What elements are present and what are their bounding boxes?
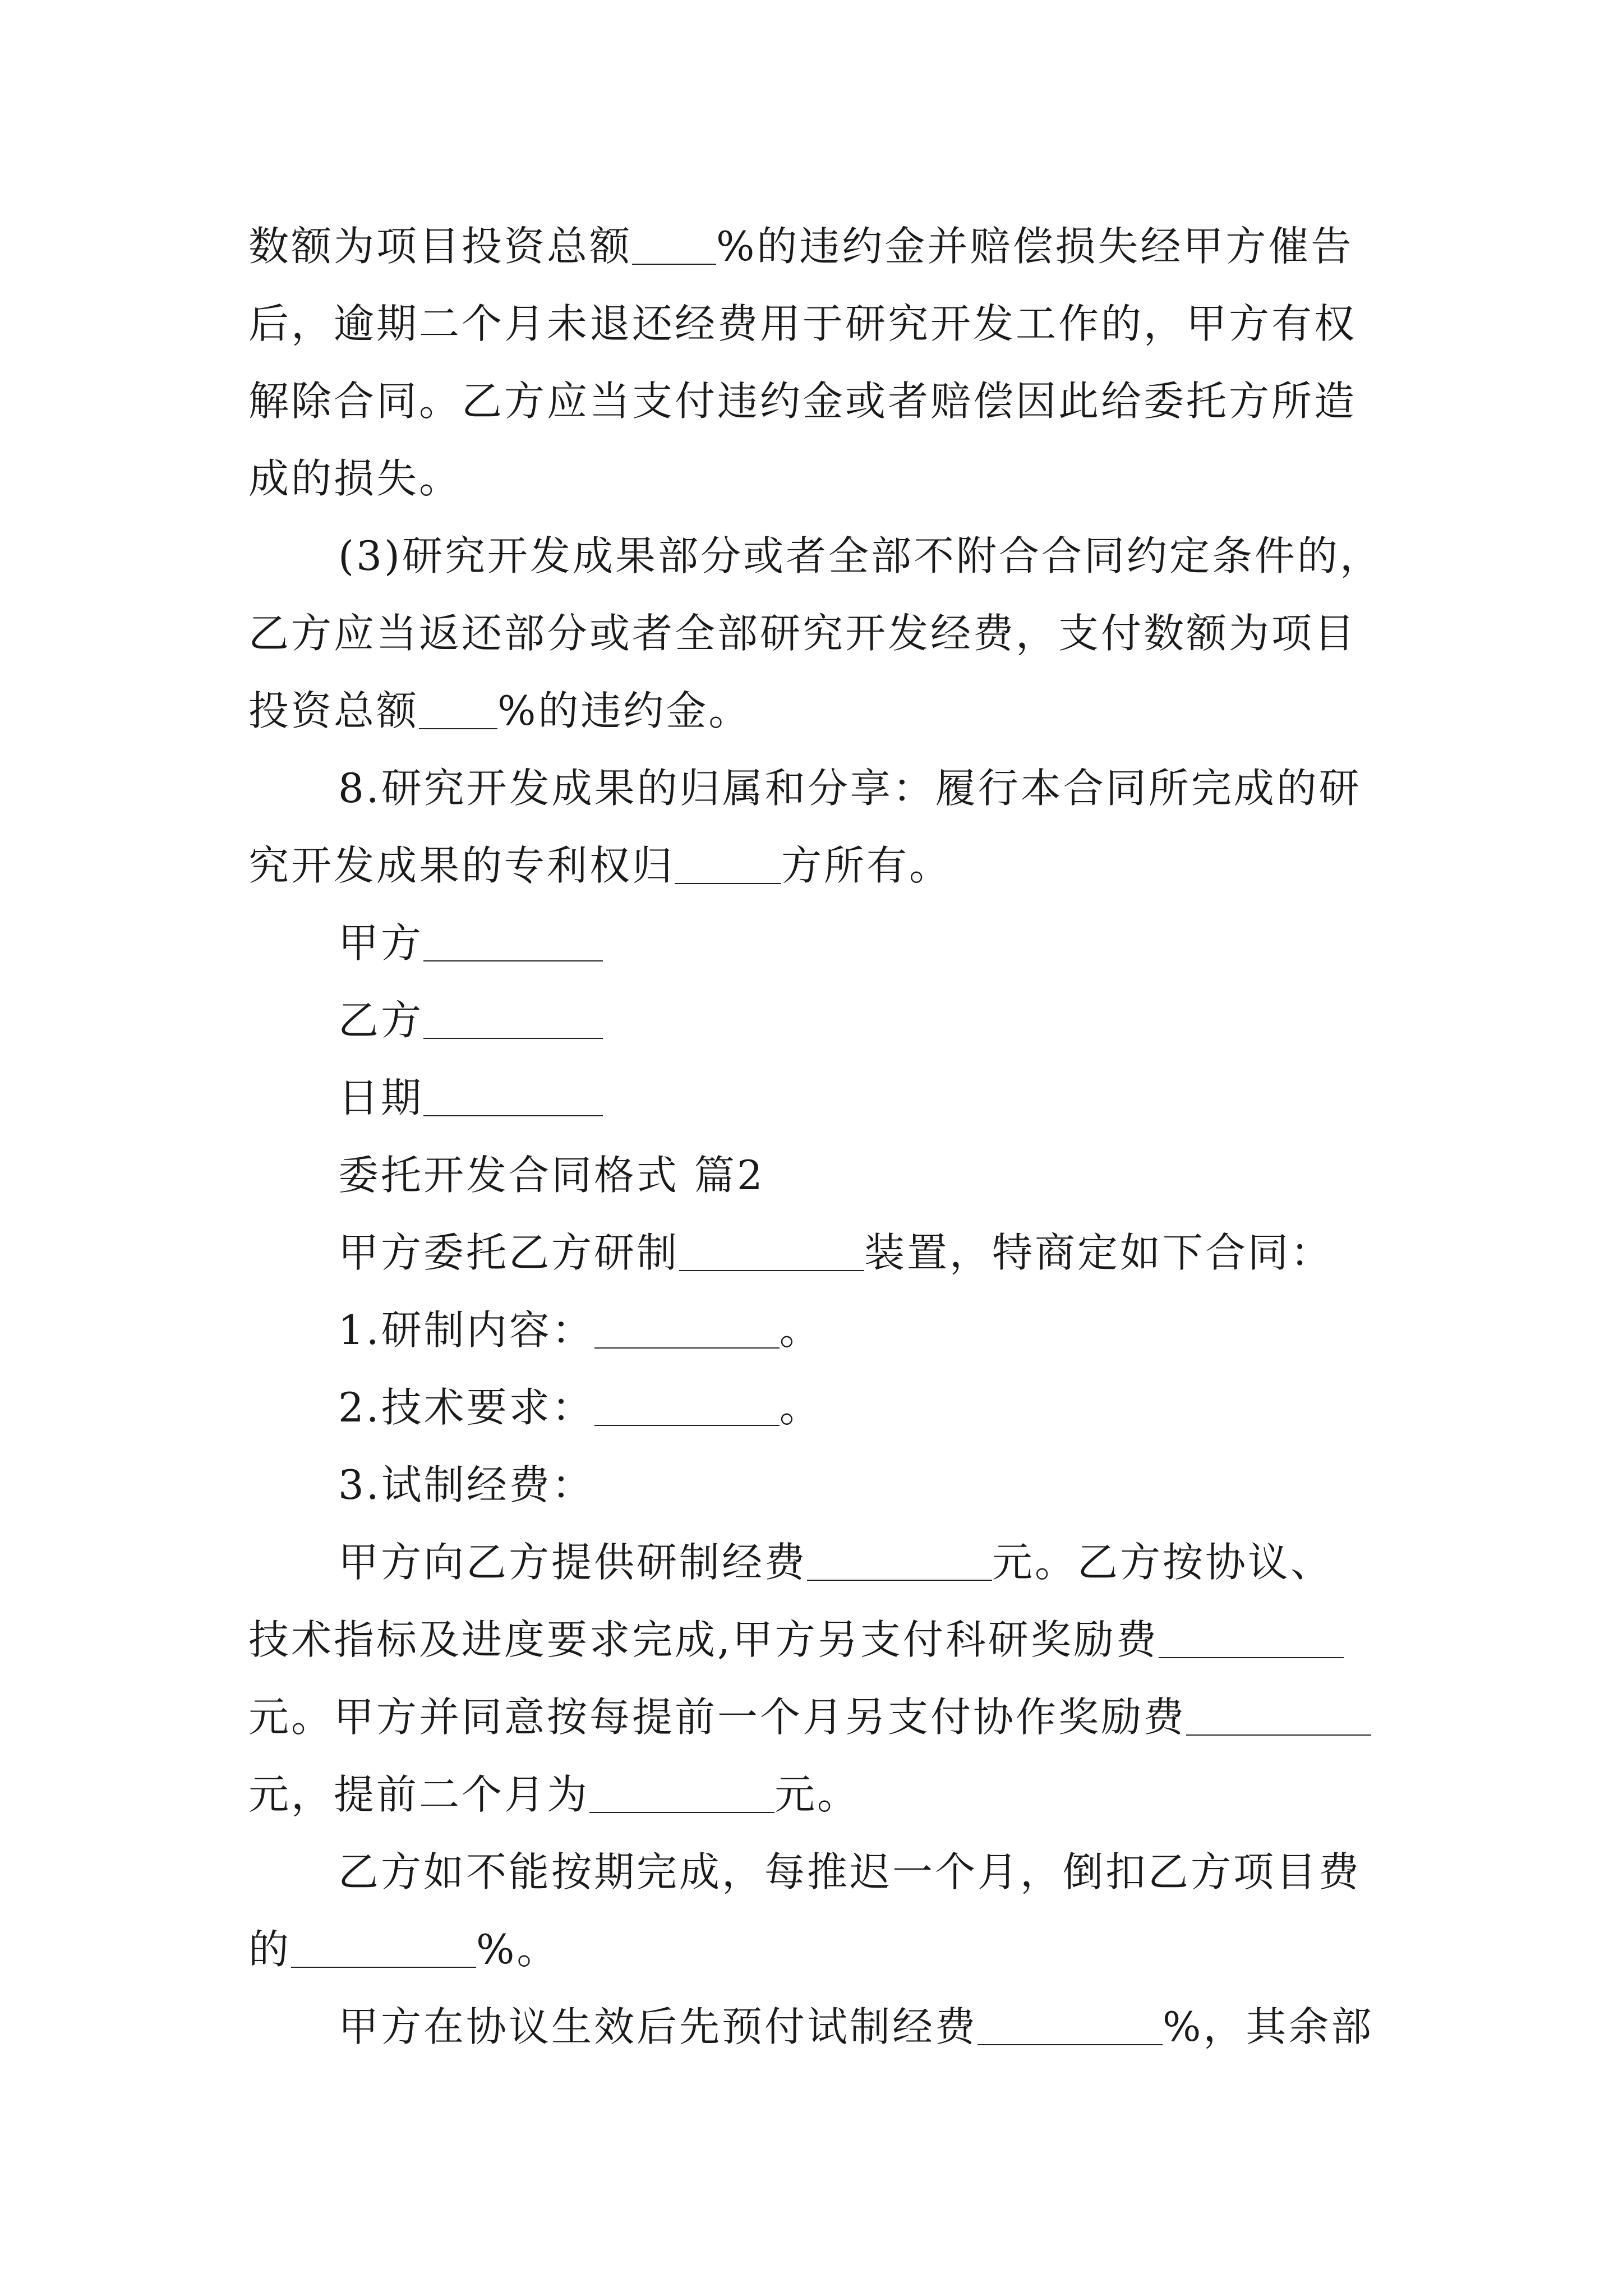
fill-in-blank[interactable] — [807, 1535, 992, 1581]
fill-in-blank[interactable] — [419, 683, 497, 729]
fill-in-blank[interactable] — [423, 915, 603, 961]
text-run: 元。甲方并同意按每提前一个月另支付协作奖励费 — [248, 1694, 1187, 1741]
text-run: 。 — [779, 1384, 822, 1431]
paragraph-line: 乙方如不能按期完成，每推迟一个月，倒扣乙方项目费 — [338, 1848, 1362, 1895]
text-run: %的违约金。 — [497, 687, 751, 734]
list-item — [248, 1369, 1393, 1446]
section-title: 委托开发合同格式 篇2 — [338, 1152, 765, 1199]
text-run: 甲方向乙方提供研制经费 — [338, 1539, 808, 1586]
paragraph-line: 8.研究开发成果的归属和分享：履行本合同所完成的研 — [338, 765, 1362, 812]
text-run: 甲方在协议生效后先预付试制经费 — [338, 2003, 978, 2050]
paragraph-line: 乙方应当返还部分或者全部研究开发经费，支付数额为项目 — [248, 610, 1357, 657]
paragraph-line — [248, 1988, 1393, 2065]
list-item: 3.试制经费： — [338, 1461, 594, 1508]
text-run: 元。 — [774, 1771, 860, 1818]
label: 日期 — [338, 1074, 424, 1121]
text-run: %的违约金并赔偿损失经甲方催告 — [716, 223, 1354, 270]
label: 乙方 — [338, 997, 424, 1044]
document-body — [248, 208, 1393, 2065]
text-run: %，其余部 — [1163, 2003, 1374, 2050]
text-run: 技术指标及进度要求完成,甲方另支付科研奖励费 — [248, 1616, 1159, 1663]
paragraph-line — [248, 672, 1393, 749]
fill-in-blank[interactable] — [594, 1380, 780, 1426]
paragraph-line: (3)研究开发成果部分或者全部不附合合同约定条件的， — [338, 532, 1382, 579]
paragraph-line — [248, 208, 1393, 285]
text-run: 。 — [779, 1306, 822, 1354]
paragraph-line — [248, 1756, 1393, 1833]
paragraph-line — [248, 1678, 1393, 1756]
signature-date — [248, 1059, 1393, 1137]
text-run: 数额为项目投资总额 — [248, 223, 633, 270]
fill-in-blank[interactable] — [423, 993, 603, 1039]
paragraph-line: 后，逾期二个月未退还经费用于研究开发工作的，甲方有权 — [248, 300, 1357, 347]
fill-in-blank[interactable] — [675, 838, 781, 884]
signature-party-b — [248, 982, 1393, 1059]
text-run: 2.技术要求： — [338, 1384, 594, 1431]
fill-in-blank[interactable] — [291, 1922, 476, 1968]
paragraph-line: 解除合同。乙方应当支付违约金或者赔偿因此给委托方所造 — [248, 378, 1357, 425]
fill-in-blank[interactable] — [423, 1070, 603, 1116]
fill-in-blank[interactable] — [1159, 1612, 1344, 1658]
paragraph-line — [248, 1524, 1393, 1601]
fill-in-blank[interactable] — [978, 1999, 1163, 2045]
paragraph-line: 成的损失。 — [248, 455, 462, 502]
paragraph-line — [248, 1601, 1393, 1678]
text-run: 1.研制内容： — [338, 1306, 594, 1354]
text-run: 元。乙方按协议、 — [992, 1539, 1334, 1586]
paragraph-line — [248, 1911, 1393, 1988]
paragraph-line — [248, 1214, 1393, 1291]
list-item — [248, 1291, 1393, 1369]
fill-in-blank[interactable] — [679, 1225, 864, 1271]
text-run: 投资总额 — [248, 687, 419, 734]
fill-in-blank[interactable] — [632, 219, 716, 265]
text-run: 甲方委托乙方研制 — [338, 1229, 680, 1276]
text-run: 的 — [248, 1926, 292, 1973]
label: 甲方 — [338, 919, 424, 967]
paragraph-line — [248, 827, 1393, 904]
fill-in-blank[interactable] — [594, 1303, 780, 1349]
fill-in-blank[interactable] — [589, 1767, 774, 1813]
text-run: 装置，特商定如下合同： — [864, 1229, 1334, 1276]
text-run: %。 — [476, 1926, 560, 1973]
text-run: 元，提前二个月为 — [248, 1771, 590, 1818]
text-run: 方所有。 — [781, 842, 952, 889]
signature-party-a — [248, 904, 1393, 982]
text-run: 究开发成果的专利权归 — [248, 842, 675, 889]
fill-in-blank[interactable] — [1186, 1690, 1371, 1736]
